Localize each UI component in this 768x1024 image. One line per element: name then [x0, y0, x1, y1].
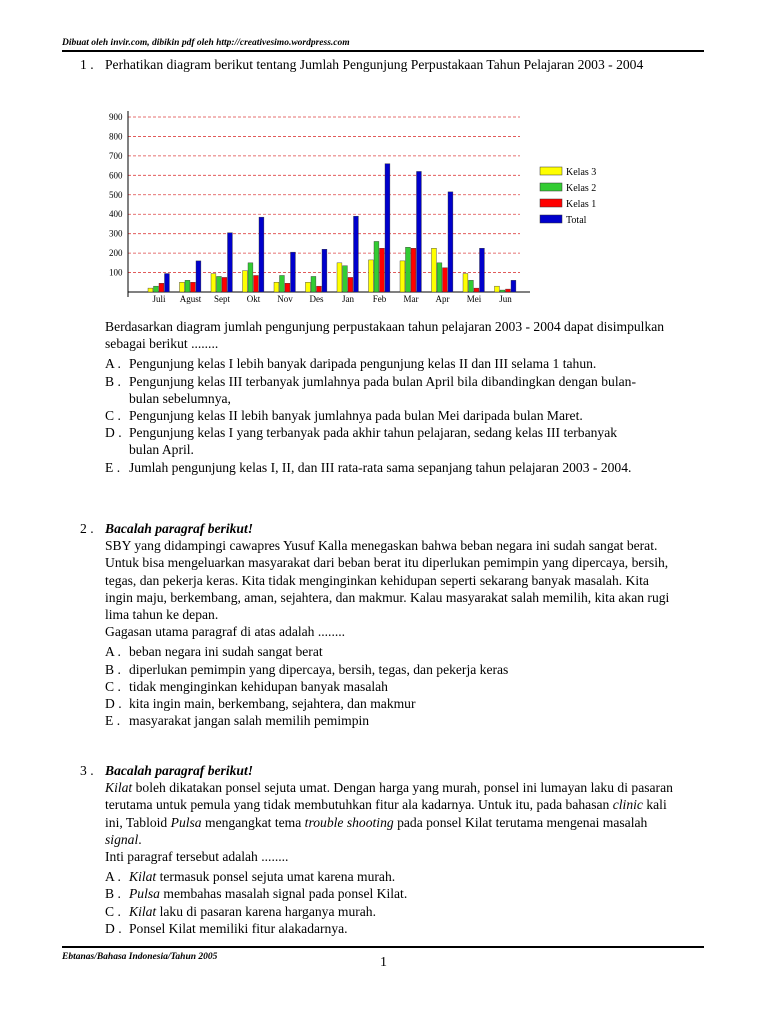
question-paragraph: SBY yang didampingi cawapres Yusuf Kalla menegaskan bahwa beban negara ini sudah sangat berat. Untuk bisa mengeluarkan masyarakat dari beban berat itu diperlukan pemimpin yang dipercaya, bersih, tegas, dan pekerja keras. Kita tidak menginginkan kehidupan seperti sekarang banyak masalah. Kita ingin maju, berkembang, aman, sejahtera, dan makmur. Kalau masyarakat salah memilih, kita akan rugi lima tahun ke depan. [105, 538, 670, 623]
option-letter: C . [105, 408, 121, 424]
question-number: 2 . [80, 521, 94, 536]
bar-total [228, 233, 233, 292]
x-tick-label: Mar [403, 294, 419, 304]
bar-kelas-3 [369, 260, 374, 292]
option-text: Pengunjung kelas I yang terbanyak pada akhir tahun pelajaran, sedang kelas III terbanyak bulan April. [129, 425, 618, 458]
question-title: Bacalah paragraf berikut! [105, 763, 254, 778]
option-text [129, 903, 680, 920]
paragraph-text: . [138, 831, 142, 847]
option-c[interactable] [105, 678, 680, 695]
legend-label: Total [566, 215, 587, 226]
option-text-rest: Ponsel Kilat memiliki fitur alakadarnya. [129, 920, 348, 936]
options-list [105, 643, 680, 729]
bar-kelas-3 [211, 274, 216, 292]
option-text: beban negara ini sudah sangat berat [129, 644, 323, 660]
option-text: Jumlah pengunjung kelas I, II, dan III rata-rata sama sepanjang tahun pelajaran 2003 - 2004. [129, 459, 632, 475]
option-letter: A . [105, 644, 121, 660]
option-c[interactable] [105, 407, 680, 424]
option-a[interactable] [105, 355, 680, 372]
option-text-rest: membahas masalah signal pada ponsel Kilat. [159, 886, 408, 902]
option-text-rest: termasuk ponsel sejuta umat karena murah. [156, 869, 396, 885]
bar-kelas-3 [400, 261, 405, 292]
legend-swatch [540, 199, 562, 207]
bar-total [448, 192, 453, 292]
header-rule [62, 50, 704, 52]
bar-kelas-2 [154, 286, 159, 292]
bar-total [322, 249, 327, 292]
option-text [129, 920, 680, 937]
bar-kelas-2 [406, 247, 411, 292]
question-paragraph [105, 779, 680, 848]
x-tick-label: Nov [277, 294, 293, 304]
x-tick-label: Okt [246, 294, 261, 304]
option-letter: B . [105, 661, 121, 677]
options-list [105, 868, 680, 937]
option-b[interactable] [105, 661, 680, 678]
bar-kelas-2 [311, 276, 316, 292]
option-e[interactable] [105, 459, 680, 476]
bar-kelas-2 [500, 290, 505, 292]
paragraph-text: kali ini, Tabloid [105, 797, 667, 830]
option-a[interactable] [105, 643, 680, 660]
bar-kelas-2 [185, 280, 190, 292]
bar-total [511, 280, 516, 292]
term-kilat: Kilat [105, 780, 133, 796]
bar-kelas-3 [274, 282, 279, 292]
term-trouble-shooting: trouble shooting [304, 814, 394, 830]
paragraph-text: boleh dikatakan ponsel sejuta umat. Dengan harga yang murah, ponsel ini lumayan laku di pasaran terutama untuk pemula yang tidak membutuhkan fitur ala kadarnya. Untuk itu, pada bahasan [105, 780, 673, 813]
x-tick-label: Apr [435, 294, 450, 304]
bar-kelas-1 [380, 248, 385, 292]
y-tick-label: 200 [109, 248, 123, 259]
bar-kelas-1 [285, 283, 290, 292]
option-emphasis: Kilat [129, 869, 157, 885]
option-d[interactable] [105, 695, 680, 712]
option-letter: E . [105, 713, 121, 729]
y-tick-label: 300 [109, 228, 123, 239]
bar-kelas-3 [495, 286, 500, 292]
term-clinic: clinic [612, 797, 643, 813]
paragraph-text: pada ponsel Kilat terutama mengenai masalah [393, 814, 648, 830]
bar-kelas-1 [506, 289, 511, 292]
option-emphasis: Kilat [129, 903, 157, 919]
bar-kelas-3 [306, 282, 311, 292]
bar-total [259, 217, 264, 292]
bar-total [291, 252, 296, 292]
y-tick-label: 600 [109, 170, 123, 181]
y-tick-label: 700 [109, 150, 123, 161]
page-footer: Ebtanas/Bahasa Indonesia/Tahun 2005 [62, 952, 218, 962]
option-letter: C . [105, 903, 121, 919]
question-text: Gagasan utama paragraf di atas adalah ........ [105, 624, 346, 640]
bar-kelas-2 [343, 266, 348, 292]
y-tick-label: 500 [109, 189, 123, 200]
x-tick-label: Agust [179, 294, 202, 304]
bar-kelas-3 [463, 274, 468, 292]
bar-kelas-2 [469, 280, 474, 292]
option-d[interactable] [105, 920, 680, 937]
x-tick-label: Jan [342, 294, 354, 304]
bar-kelas-1 [411, 248, 416, 292]
bar-kelas-2 [248, 263, 253, 292]
x-tick-label: Mei [466, 294, 482, 304]
option-d[interactable] [105, 424, 680, 458]
option-text [129, 868, 680, 885]
option-letter: E . [105, 459, 121, 475]
option-letter: D . [105, 920, 122, 936]
x-tick-label: Juli [152, 294, 166, 304]
legend-swatch [540, 215, 562, 223]
y-tick-label: 100 [109, 267, 123, 278]
page-header: Dibuat oleh invir.com, dibikin pdf oleh http://creativesimo.wordpress.com [62, 38, 350, 48]
bar-total [196, 261, 201, 292]
option-text [129, 885, 680, 902]
option-text: kita ingin main, berkembang, sejahtera, dan makmur [129, 696, 416, 712]
bar-kelas-1 [474, 288, 479, 292]
bar-total [417, 171, 422, 292]
bar-kelas-3 [337, 263, 342, 292]
x-tick-label: Feb [372, 294, 387, 304]
paragraph-text: mengangkat tema [201, 814, 305, 830]
option-c[interactable] [105, 903, 680, 920]
x-tick-label: Sept [213, 294, 231, 304]
bar-total [165, 274, 170, 292]
y-tick-label: 900 [109, 112, 123, 122]
option-a[interactable] [105, 868, 680, 885]
option-text: masyarakat jangan salah memilih pemimpin [129, 713, 370, 729]
y-tick-label: 800 [109, 131, 123, 142]
bar-kelas-1 [159, 283, 164, 292]
bar-kelas-3 [148, 288, 153, 292]
bar-kelas-2 [217, 276, 222, 292]
x-tick-label: Jun [499, 294, 512, 304]
option-letter: A . [105, 869, 121, 885]
option-letter: D . [105, 696, 122, 712]
legend-label: Kelas 3 [566, 167, 597, 178]
option-text-rest: laku di pasaran karena harganya murah. [156, 903, 376, 919]
option-letter: D . [105, 425, 122, 441]
bar-kelas-1 [222, 277, 227, 292]
legend-label: Kelas 2 [566, 183, 597, 194]
option-text: tidak menginginkan kehidupan banyak masalah [129, 678, 388, 694]
option-b[interactable] [105, 885, 680, 902]
question-1-body [80, 318, 680, 476]
term-pulsa: Pulsa [170, 814, 202, 830]
option-text: Pengunjung kelas III terbanyak jumlahnya pada bulan April bila dibandingkan dengan bulan-bulan sebelumnya, [129, 373, 636, 406]
bar-kelas-2 [374, 241, 379, 292]
option-letter: C . [105, 678, 121, 694]
bar-kelas-2 [437, 263, 442, 292]
legend-label: Kelas 1 [566, 199, 597, 210]
bar-kelas-3 [432, 248, 437, 292]
bar-kelas-2 [280, 275, 285, 292]
question-number: 3 . [80, 763, 94, 778]
bar-total [385, 164, 390, 292]
question-2 [80, 520, 680, 729]
bar-kelas-3 [243, 271, 248, 292]
bar-kelas-1 [254, 275, 259, 292]
bar-kelas-1 [348, 277, 353, 292]
option-text: diperlukan pemimpin yang dipercaya, bersih, tegas, dan pekerja keras [129, 661, 509, 677]
footer-rule [62, 946, 704, 948]
bar-kelas-1 [191, 282, 196, 292]
question-1 [80, 56, 680, 73]
x-tick-label: Des [309, 294, 324, 304]
bar-total [354, 216, 359, 292]
options-list [105, 355, 680, 475]
visitor-bar-chart [108, 100, 608, 305]
question-title: Bacalah paragraf berikut! [105, 521, 254, 536]
option-text: Pengunjung kelas II lebih banyak jumlahnya pada bulan Mei daripada bulan Maret. [129, 408, 583, 424]
option-text: Pengunjung kelas I lebih banyak daripada pengunjung kelas II dan III selama 1 tahun. [129, 356, 597, 372]
question-text: Berdasarkan diagram jumlah pengunjung perpustakaan tahun pelajaran 2003 - 2004 dapat disimpulkan sebagai berikut ........ [105, 319, 665, 352]
option-emphasis: Pulsa [129, 886, 160, 902]
term-signal: signal [105, 831, 139, 847]
question-text: Inti paragraf tersebut adalah ........ [105, 849, 289, 865]
bar-total [480, 248, 485, 292]
question-3 [80, 762, 680, 937]
option-e[interactable] [105, 712, 680, 729]
legend-swatch [540, 167, 562, 175]
option-letter: B . [105, 373, 121, 389]
option-letter: B . [105, 886, 121, 902]
bar-kelas-1 [317, 286, 322, 292]
question-number: 1 . [80, 57, 94, 72]
legend-swatch [540, 183, 562, 191]
bar-kelas-1 [443, 268, 448, 292]
bar-kelas-3 [180, 282, 185, 292]
page-number: 1 [380, 955, 387, 970]
option-letter: A . [105, 356, 121, 372]
option-b[interactable] [105, 373, 680, 407]
question-prompt: Perhatikan diagram berikut tentang Jumlah Pengunjung Perpustakaan Tahun Pelajaran 2003 - 2004 [105, 57, 644, 72]
y-tick-label: 400 [109, 209, 123, 220]
